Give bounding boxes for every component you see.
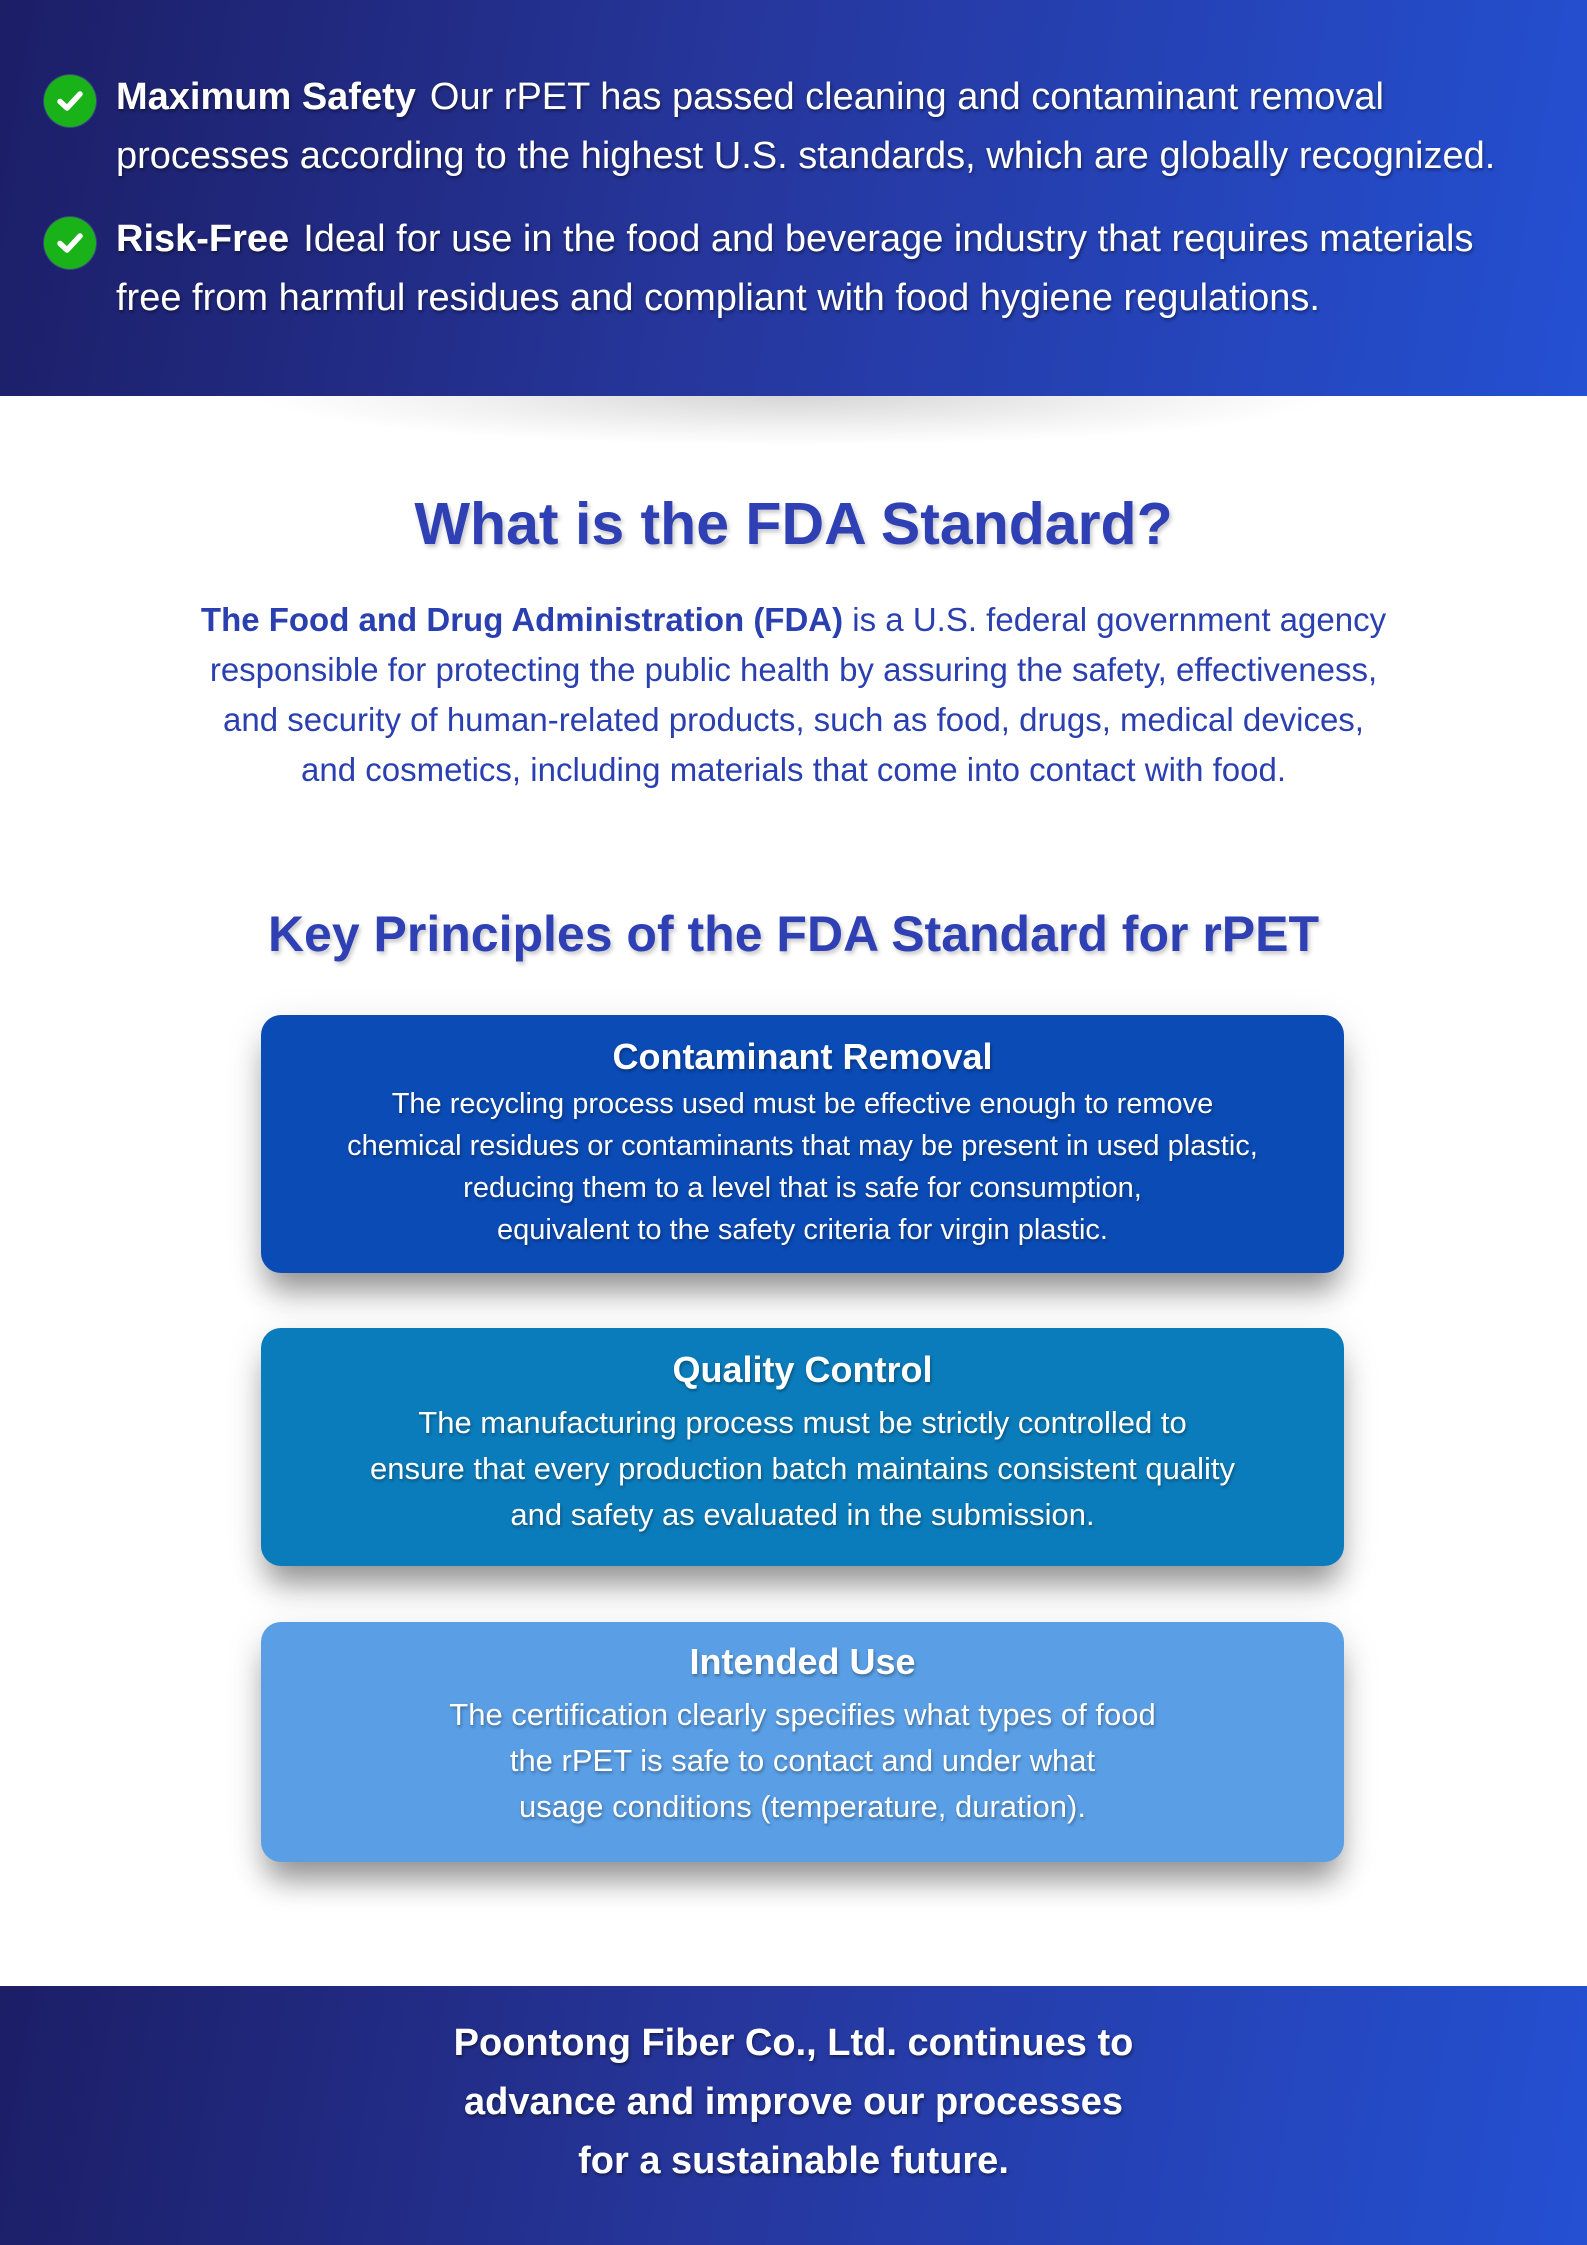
- principle-card-line: The certification clearly specifies what types of food: [449, 1697, 1156, 1732]
- principle-card-line: chemical residues or contaminants that may be present in used plastic,: [347, 1130, 1258, 1162]
- principle-card-line: and safety as evaluated in the submission.: [510, 1497, 1095, 1532]
- fda-intro-bold: The Food and Drug Administration (FDA): [200, 601, 844, 638]
- fda-heading: What is the FDA Standard?: [414, 491, 1173, 557]
- principle-card-line: The recycling process used must be effective enough to remove: [391, 1088, 1214, 1120]
- fda-intro-line1-rest: is a U.S. federal government agency: [852, 601, 1387, 638]
- principles-heading: Key Principles of the FDA Standard for rPET: [267, 906, 1320, 962]
- fda-intro-line2: responsible for protecting the public health by assuring the safety, effectiveness,: [209, 651, 1378, 688]
- principle-card-line: equivalent to the safety criteria for virgin plastic.: [497, 1214, 1108, 1246]
- principle-card-line: usage conditions (temperature, duration).: [519, 1789, 1086, 1824]
- benefit-desc-line1: Our rPET has passed cleaning and contaminant removal: [429, 76, 1384, 118]
- benefit-desc-line2: free from harmful residues and compliant with food hygiene regulations.: [116, 277, 1320, 319]
- principle-card-body: [261, 1083, 1344, 1251]
- banner-shadow: [250, 396, 1337, 446]
- closing-statement: [0, 2014, 1587, 2191]
- benefit-desc-line1: Ideal for use in the food and beverage industry that requires materials: [303, 218, 1474, 260]
- fda-intro-line4: and cosmetics, including materials that come into contact with food.: [301, 751, 1286, 788]
- fda-intro: [0, 595, 1587, 795]
- principle-card-title: Contaminant Removal: [612, 1036, 993, 1077]
- benefit-text: [116, 68, 1495, 186]
- principle-card-intended-use: [261, 1622, 1344, 1862]
- principle-card-body: [261, 1400, 1344, 1538]
- principle-card-title: Intended Use: [689, 1641, 916, 1682]
- principle-card-line: ensure that every production batch maintains consistent quality: [369, 1451, 1236, 1486]
- principle-card-contaminant-removal: [261, 1015, 1344, 1273]
- benefits-banner: [0, 0, 1587, 396]
- principle-card-body: [261, 1692, 1344, 1830]
- closing-banner: [0, 1986, 1587, 2245]
- benefit-item-risk-free: [44, 210, 1547, 328]
- benefit-title: Maximum Safety: [116, 76, 416, 118]
- principle-card-title: Quality Control: [672, 1349, 933, 1390]
- principle-card-line: reducing them to a level that is safe for consumption,: [463, 1172, 1142, 1204]
- principle-card-line: the rPET is safe to contact and under what: [509, 1743, 1096, 1778]
- principle-card-line: The manufacturing process must be strictly controlled to: [418, 1405, 1187, 1440]
- benefit-item-maximum-safety: [44, 68, 1547, 186]
- closing-line: advance and improve our processes: [464, 2081, 1123, 2123]
- check-circle-icon: [44, 75, 96, 127]
- principle-card-quality-control: [261, 1328, 1344, 1566]
- benefit-title: Risk-Free: [116, 218, 290, 260]
- benefit-text: [116, 210, 1473, 328]
- benefit-desc-line2: processes according to the highest U.S. standards, which are globally recognized.: [116, 135, 1496, 177]
- closing-line: for a sustainable future.: [578, 2140, 1009, 2182]
- fda-intro-line1: [0, 595, 1587, 645]
- closing-line: Poontong Fiber Co., Ltd. continues to: [453, 2022, 1134, 2064]
- check-circle-icon: [44, 217, 96, 269]
- fda-intro-line3: and security of human-related products, such as food, drugs, medical devices,: [223, 701, 1364, 738]
